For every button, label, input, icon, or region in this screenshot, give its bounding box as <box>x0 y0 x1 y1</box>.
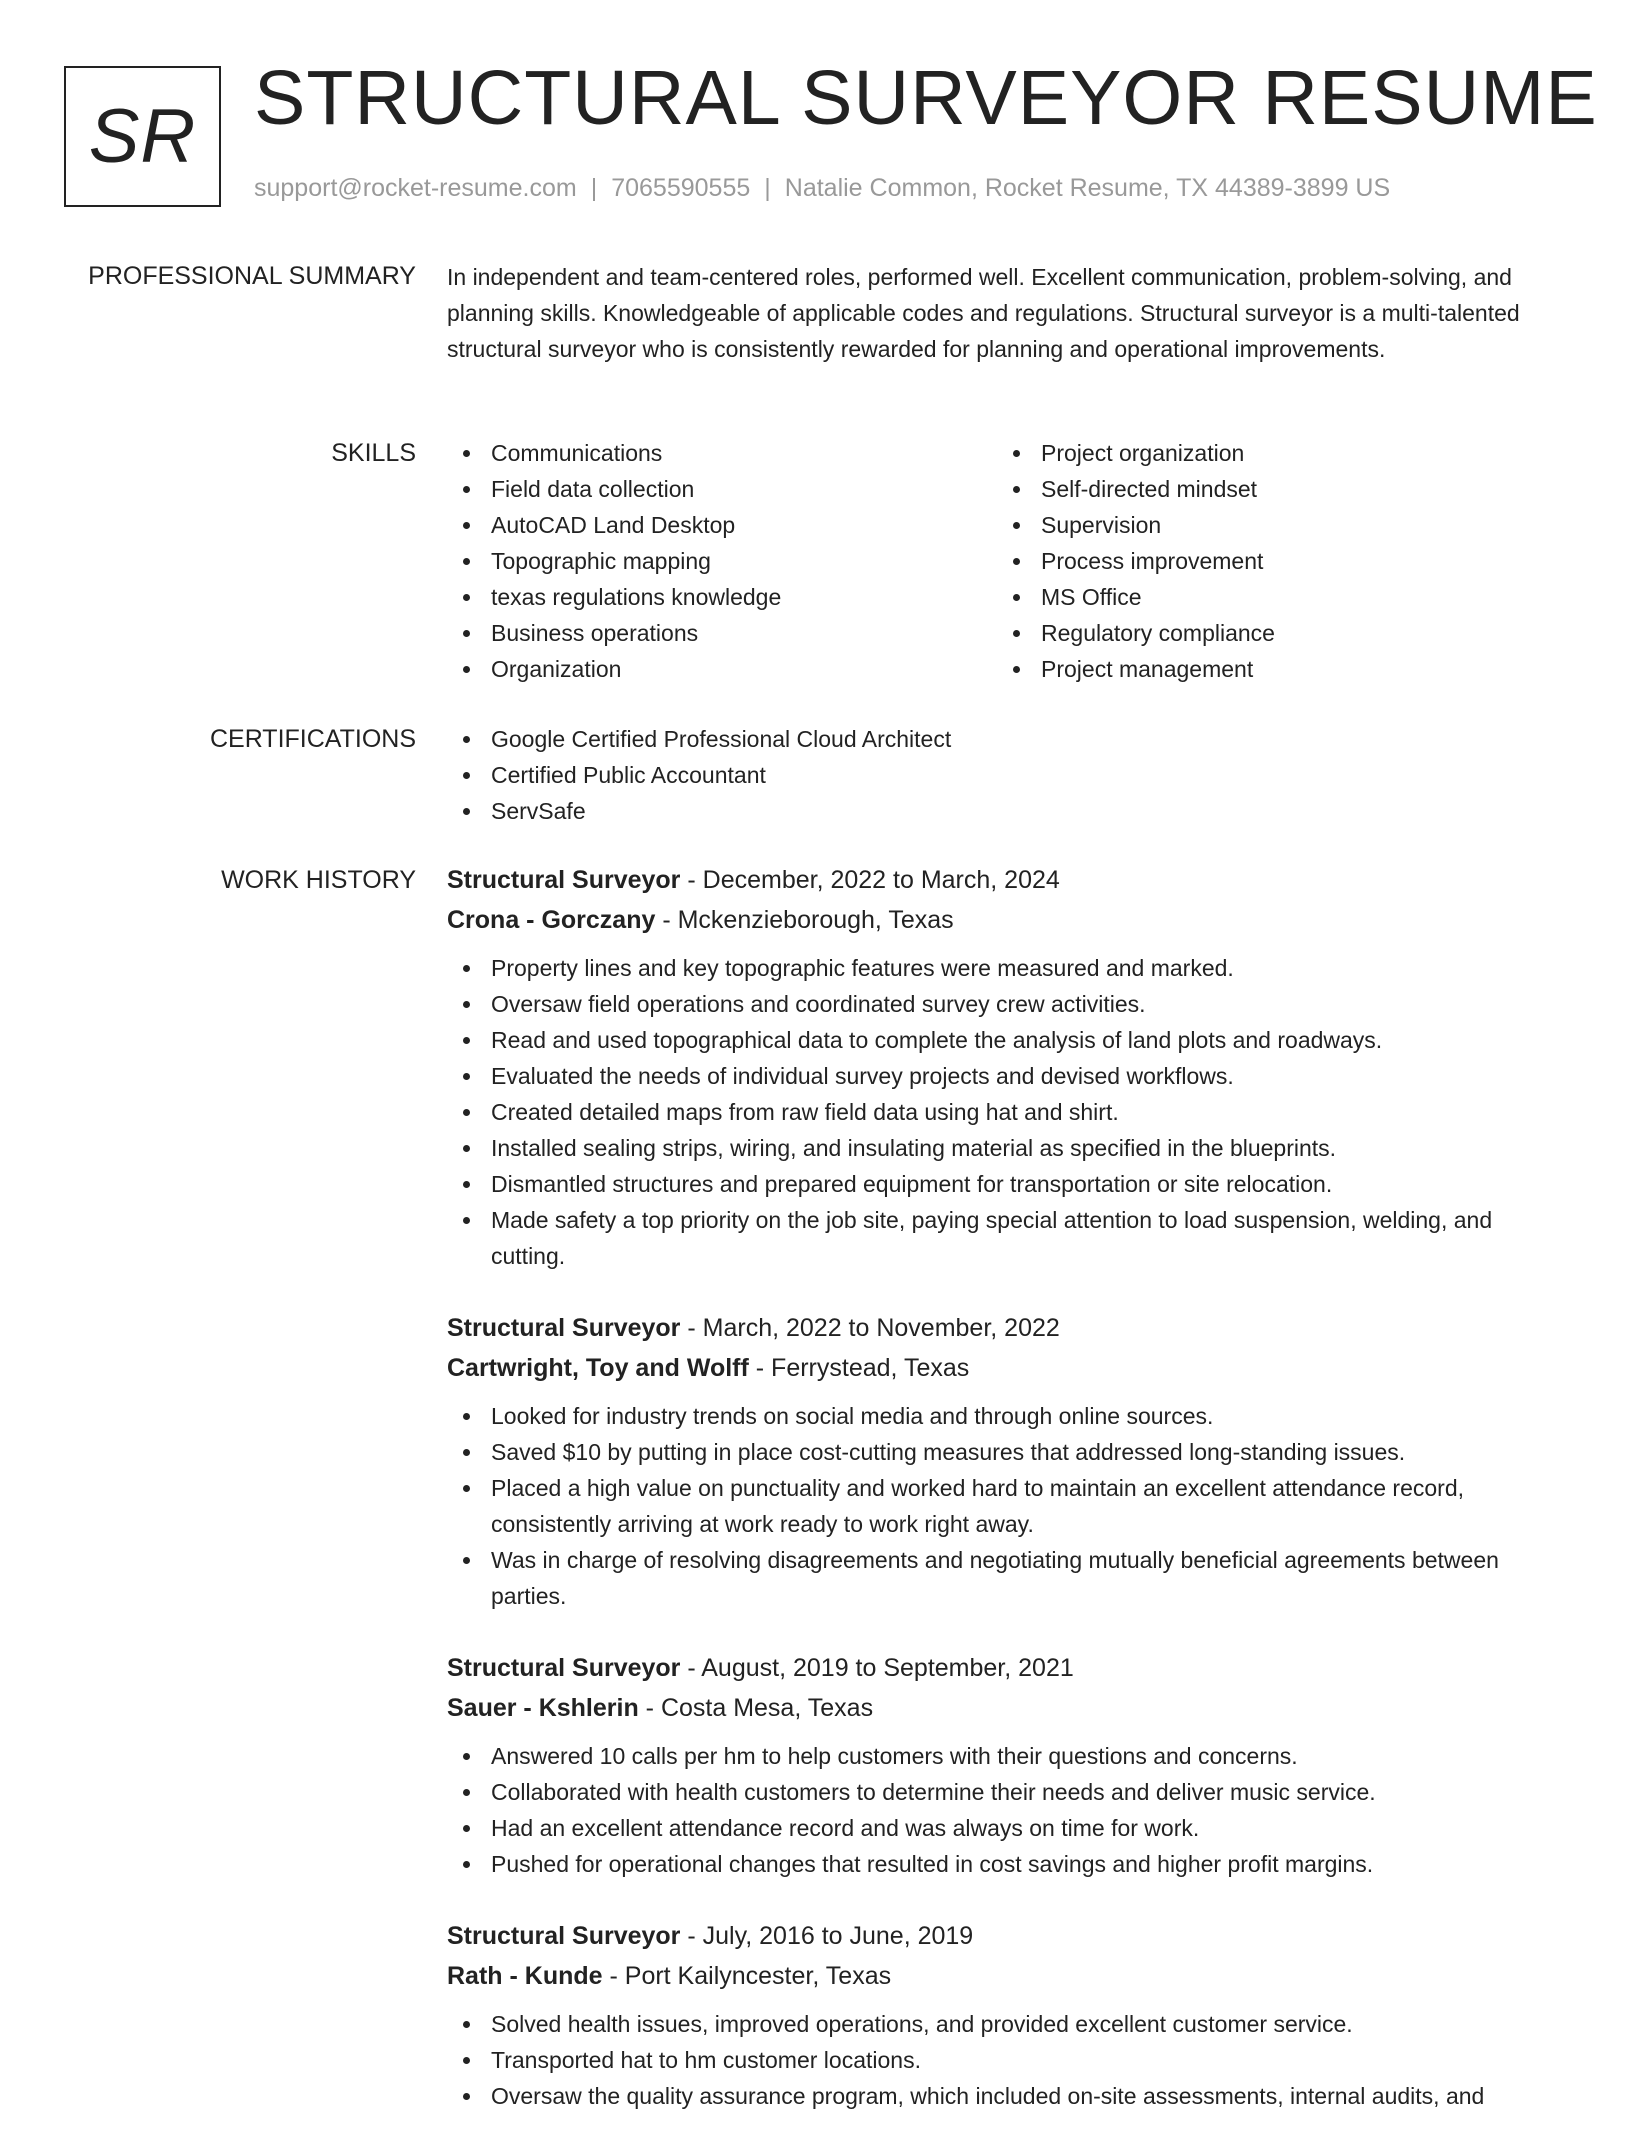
job-duty-item: Collaborated with health customers to determine their needs and deliver music service. <box>491 1774 1559 1810</box>
skill-item: AutoCAD Land Desktop <box>491 507 997 543</box>
job-location: - Mckenzieborough, Texas <box>655 906 954 934</box>
contact-phone: 7065590555 <box>611 174 751 202</box>
job-location: - Costa Mesa, Texas <box>638 1694 874 1722</box>
summary-text: In independent and team-centered roles, performed well. Excellent communication, problem-solving, and planning skills. Knowledgeable of applicable codes and regulations. Structural surveyor is a multi-talented structural surveyor who is consistently rewarded for planning and operational improvements. <box>447 264 1520 362</box>
monogram-logo: SR <box>64 66 221 207</box>
certification-item: Google Certified Professional Cloud Architect <box>491 721 1559 757</box>
contact-line <box>254 172 1390 205</box>
skill-item: Supervision <box>1041 507 1547 543</box>
job-title-line <box>447 1648 1559 1688</box>
job-duty-item: Made safety a top priority on the job site, paying special attention to load suspension, welding, and cutting. <box>491 1202 1559 1274</box>
job-company: Sauer - Kshlerin <box>447 1694 639 1722</box>
certifications-section <box>447 721 1559 829</box>
job-duty-item: Oversaw the quality assurance program, which included on-site assessments, internal audits, and <box>491 2078 1559 2114</box>
job-duty-item: Transported hat to hm customer locations. <box>491 2042 1559 2078</box>
contact-separator: | <box>590 174 598 202</box>
job-dates: - August, 2019 to September, 2021 <box>680 1654 1074 1682</box>
job-entry <box>447 860 1559 1274</box>
job-company-line <box>447 1348 1559 1388</box>
skill-item: Project organization <box>1041 435 1547 471</box>
job-dates: - December, 2022 to March, 2024 <box>680 866 1060 894</box>
certifications-list <box>447 721 1559 829</box>
job-duty-item: Read and used topographical data to complete the analysis of land plots and roadways. <box>491 1022 1559 1058</box>
job-company-line <box>447 1688 1559 1728</box>
skill-item: Field data collection <box>491 471 997 507</box>
job-duty-item: Pushed for operational changes that resulted in cost savings and higher profit margins. <box>491 1846 1559 1882</box>
skill-item: texas regulations knowledge <box>491 579 997 615</box>
job-dates: - July, 2016 to June, 2019 <box>680 1922 974 1950</box>
job-duty-item: Was in charge of resolving disagreements and negotiating mutually beneficial agreements between parties. <box>491 1542 1559 1614</box>
job-duty-item: Placed a high value on punctuality and worked hard to maintain an excellent attendance record, consistently arriving at work ready to work right away. <box>491 1470 1559 1542</box>
job-title-line <box>447 860 1559 900</box>
job-location: - Ferrystead, Texas <box>748 1354 970 1382</box>
skills-list-right <box>997 435 1547 687</box>
job-duty-item: Property lines and key topographic features were measured and marked. <box>491 950 1559 986</box>
page-title: STRUCTURAL SURVEYOR RESUME <box>254 55 1598 141</box>
job-entry <box>447 1916 1559 2114</box>
job-duty-item: Solved health issues, improved operations, and provided excellent customer service. <box>491 2006 1559 2042</box>
job-duty-item: Installed sealing strips, wiring, and insulating material as specified in the blueprints. <box>491 1130 1559 1166</box>
job-company: Rath - Kunde <box>447 1962 603 1990</box>
job-title-line <box>447 1308 1559 1348</box>
job-duty-item: Had an excellent attendance record and was always on time for work. <box>491 1810 1559 1846</box>
section-label-certifications: CERTIFICATIONS <box>209 725 416 753</box>
skill-item: Business operations <box>491 615 997 651</box>
section-label-work-history: WORK HISTORY <box>221 866 416 894</box>
job-location: - Port Kailyncester, Texas <box>602 1962 892 1990</box>
skill-item: Project management <box>1041 651 1547 687</box>
contact-separator: | <box>764 174 771 202</box>
job-duties-list <box>447 1398 1559 1614</box>
job-title: Structural Surveyor <box>447 1314 681 1342</box>
skill-item: MS Office <box>1041 579 1547 615</box>
skill-item: Communications <box>491 435 997 471</box>
job-duty-item: Evaluated the needs of individual survey projects and devised workflows. <box>491 1058 1559 1094</box>
job-entry <box>447 1648 1559 1882</box>
job-title: Structural Surveyor <box>447 1654 681 1682</box>
contact-email: support@rocket-resume.com <box>254 174 577 202</box>
job-company-line <box>447 900 1559 940</box>
skill-item: Organization <box>491 651 997 687</box>
skill-item: Self-directed mindset <box>1041 471 1547 507</box>
skill-item: Process improvement <box>1041 543 1547 579</box>
skill-item: Regulatory compliance <box>1041 615 1547 651</box>
job-duty-item: Oversaw field operations and coordinated survey crew activities. <box>491 986 1559 1022</box>
job-dates: - March, 2022 to November, 2022 <box>680 1314 1060 1342</box>
job-title: Structural Surveyor <box>447 1922 681 1950</box>
job-company: Crona - Gorczany <box>447 906 656 934</box>
work-history-section <box>447 860 1559 2148</box>
summary-section <box>447 259 1559 367</box>
job-duty-item: Looked for industry trends on social media and through online sources. <box>491 1398 1559 1434</box>
job-duty-item: Saved $10 by putting in place cost-cutting measures that addressed long-standing issues. <box>491 1434 1559 1470</box>
job-company-line <box>447 1956 1559 1996</box>
job-duty-item: Dismantled structures and prepared equipment for transportation or site relocation. <box>491 1166 1559 1202</box>
contact-address: Natalie Common, Rocket Resume, TX 44389-3899 US <box>784 174 1391 202</box>
certification-item: ServSafe <box>491 793 1559 829</box>
job-duties-list <box>447 1738 1559 1882</box>
skill-item: Topographic mapping <box>491 543 997 579</box>
job-title-line <box>447 1916 1559 1956</box>
skills-list-left <box>447 435 997 687</box>
section-label-summary: PROFESSIONAL SUMMARY <box>88 262 416 290</box>
job-duty-item: Created detailed maps from raw field data using hat and shirt. <box>491 1094 1559 1130</box>
job-duties-list <box>447 2006 1559 2114</box>
certification-item: Certified Public Accountant <box>491 757 1559 793</box>
job-company: Cartwright, Toy and Wolff <box>447 1354 749 1382</box>
section-label-skills: SKILLS <box>331 439 416 467</box>
job-duty-item: Answered 10 calls per hm to help customers with their questions and concerns. <box>491 1738 1559 1774</box>
job-duties-list <box>447 950 1559 1274</box>
job-entry <box>447 1308 1559 1614</box>
job-title: Structural Surveyor <box>447 866 681 894</box>
skills-section <box>447 435 1559 687</box>
